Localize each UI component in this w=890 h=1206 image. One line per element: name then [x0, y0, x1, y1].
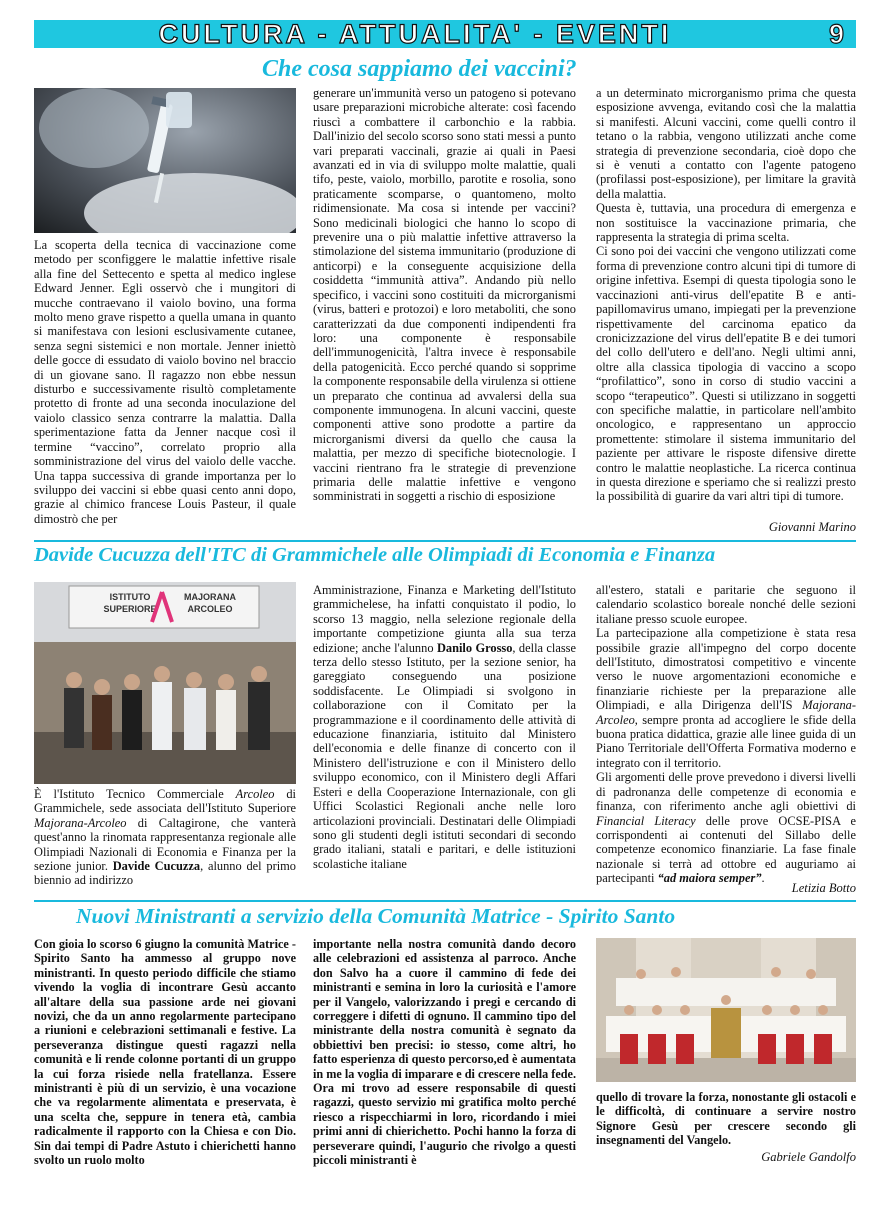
text-run: Amministrazione, Finanza e Marketing dell'Istituto grammichelese, ha infatti conquistato il podio, lo scorso 13 maggio, nella selezione regionale della importante competizione giunta alla sua terza edizione; anche l'alunno — [313, 583, 576, 655]
text-run-bold: Danilo Grosso — [436, 640, 513, 655]
vaccine-photo-illustration — [34, 88, 296, 233]
text-run: . — [761, 871, 765, 886]
article-2-column-2 — [313, 583, 576, 871]
school-group-photo — [34, 582, 296, 784]
school-group-illustration — [34, 582, 296, 784]
text-run: , sempre pronta ad accogliere le sfide della buona pratica didattica, grazie alle linee guida di un Piano Territoriale dell'Offerta Formativa moderno e integrato con il territorio. — [596, 712, 856, 770]
text-run: di Grammichele, sede associata dell'Istituto Superiore — [34, 787, 296, 816]
article-3-column-2 — [313, 937, 576, 1168]
text-run: di Caltagirone, che vanterà quest'anno la rinomata rappresentanza regionale alle Olimpiadi Nazionali di Economia e Finanza per la sezione junior. — [34, 815, 296, 874]
text-run-italic: Majorana-Arcoleo — [34, 815, 127, 830]
article-3-column-1 — [34, 937, 296, 1168]
article-2-col3-para1: all'estero, statali e paritarie che seguono il calendario scolastico boreale nonché delle sezioni italiane presso scuole europee. — [596, 583, 856, 626]
text-run: , della classe terza dello stesso Istituto, per la sezione senior, ha gareggiato conseguendo una posizione soddisfacente. Le Olimpiadi si svolgono in collaborazione con il Comitato per la programmazione e il coordinamento delle attività di educazione finanziaria, istituito dal Ministero dell'economia e delle finanze di concerto con il Ministero dell'istruzione e con il Ministero dello sviluppo economico, con il Ministero degli Affari Esteri e della Cooperazione Internazionale, con gli Uffici Scolastici Regionali anche nelle loro articolazioni provinciali. Destinatari delle Olimpiadi sono gli studenti degli istituti secondari di secondo grado italiani, statali e paritari, e delle istituzioni scolastiche italiane — [313, 640, 576, 871]
text-run-bold-italic: “ad maiora semper” — [657, 871, 762, 886]
article-1-column-1 — [34, 238, 296, 526]
article-2-col3-para3 — [596, 770, 856, 885]
text-run-italic: Financial Literacy — [596, 813, 696, 828]
divider-1 — [34, 540, 856, 542]
vaccine-syringe-photo — [34, 88, 296, 233]
article-3-column-3 — [596, 1090, 856, 1148]
article-1-signature: Giovanni Marino — [768, 520, 856, 534]
sign-line-3: MAJORANA — [183, 592, 237, 602]
article-1-title: Che cosa sappiamo dei vaccini? — [262, 56, 577, 82]
section-header-bar — [34, 20, 856, 48]
article-2-col3-para2 — [596, 626, 856, 770]
text-run-bold: Davide Cucuzza — [112, 859, 201, 874]
page-number: 9 — [828, 19, 844, 49]
article-3-col3-text: quello di trovare la forza, nonostante gli ostacoli e le difficoltà, di continuare a servire nostro Signore Gesù per crescere secondo gli insegnamenti del Vangelo. — [596, 1090, 856, 1148]
text-run-italic: Arcoleo — [235, 787, 275, 801]
article-2-signature: Letizia Botto — [791, 881, 856, 895]
article-1-column-2 — [313, 86, 576, 504]
article-1-col2-text: generare un'immunità verso un patogeno si potevano usare preparazioni microbiche alterate: così facendo riuscì a combattere il carbonchio e la rabbia. Dall'inizio del secolo scorso sono stati messi a punto vari preparati vaccinali, grazie ai quali in Paesi avanzati ed in via di sviluppo molte malattie, quali tifo, peste, vaiolo, morbillo, parotite e rosolia, sono praticamente scomparse, o quantomeno, molto ridimensionate. Ma cosa si intende per vaccini? Sono medicinali biologici che hanno lo scopo di prevenire una o più malattie infettive attraverso la stimolazione del sistema immunitario (produzione di anticorpi) e la conseguente acquisizione della cosiddetta “immunità attiva”. Andando più nello specifico, i vaccini sono costituiti da microrganismi (virus, batteri e protozoi) e loro metaboliti, che sono caratterizzati da due componenti indipendenti fra loro: una componente è responsabile dell'immunogenicità, l'altra invece è responsabile della patogenicità. Ecco perché quando si sopprime la componente responsabile della virulenza si ottiene un preparato che continua ad avvalersi della sua componente immunogena. In alcuni vaccini, queste componenti attive sono prodotte a partire da microrganismi diversi da quello che causa la malattia, per mezzo di specifiche biotecnologie. I vaccini rientrano fra le strategie di prevenzione primaria delle malattie infettive e vengono somministrati in soggetti a rischio di esposizione — [313, 86, 576, 504]
article-3-title: Nuovi Ministranti a servizio della Comunità Matrice - Spirito Santo — [76, 904, 676, 928]
text-run: È l'Istituto Tecnico Commerciale — [34, 787, 236, 801]
article-1-col1-text: La scoperta della tecnica di vaccinazione come metodo per sconfiggere le malattie infettive risale alla fine del Settecento e spetta al medico inglese Edward Jenner. Egli osservò che i mungitori di mucche contraevano il vaiolo bovino, una forma molto meno grave rispetto a quella umana in quanto si manifestava con lesioni esclusivamente cutanee, senza segni sistemici e non mortale. Jenner iniettò delle gocce di essudato di vaiolo bovino nel braccio di un giovane sano. Il ragazzo non ebbe nessun disturbo e successivamente risultò completamente protetto di fronte ad una seconda inoculazione del vaiolo classico senza contrarre la malattia. Dalla sperimentazione fatta da Jenner nacque così il termine “vaccino”, correlato proprio alla somministrazione del virus del vaiolo delle vacche. Una tappa successiva di grande importanza per lo sviluppo dei vaccini si ebbe quasi cento anni dopo, grazie al chimico francese Louis Pasteur, il quale dimostrò che per — [34, 238, 296, 526]
section-title: CULTURA - ATTUALITA' - EVENTI — [158, 19, 672, 49]
article-3-signature: Gabriele Gandolfo — [761, 1150, 856, 1164]
article-1-col3-para2: Questa è, tuttavia, una procedura di emergenza e non sostituisce la vaccinazione primaria, che rappresenta la strategia di prima scelta. — [596, 201, 856, 245]
divider-2 — [34, 900, 856, 902]
article-3-col1-text: Con gioia lo scorso 6 giugno la comunità Matrice - Spirito Santo ha ammesso al gruppo nove ministranti. In questo periodo difficile che stiamo vivendo la voglia di incontrare Gesù accanto all'altare della sua passione arde nei giovani novizi, che da un anno regolarmente partecipano a riunioni e celebrazioni settimanali e festive. La perseveranza distingue questi ragazzi nella comunità e li rende colonne portanti di un gruppo la cui forza risiede nella fratellanza. Essere ministranti è più di un servizio, è una vocazione che va regolarmente alimentata e preservata, è una scelta che, seppure in tenera età, cambia radicalmente il rapporto con la Chiesa e con Dio. Sin dai tempi di Padre Astuto i chierichetti hanno svolto un ruolo molto — [34, 937, 296, 1168]
text-run: delle prove OCSE-PISA e corrispondenti ai contenuti del Sillabo delle competenze economico finanziarie. La fase finale nazionale si terrà ad ottobre ed auguriamo ai partecipanti — [596, 813, 856, 886]
article-2-col1-text — [34, 787, 296, 888]
article-2-title: Davide Cucuzza dell'ITC di Grammichele alle Olimpiadi di Economia e Finanza — [34, 544, 716, 566]
article-2-col2-text — [313, 583, 576, 871]
article-3-col2-text: importante nella nostra comunità dando decoro alle celebrazioni ed assistenza al parroco. Anche don Salvo ha a cuore il cammino di fede dei ministranti e semina in loro la curiosità e l'amore per il Vangelo, valorizzando i pregi e cercando di correggere i difetti di ognuno. Il cammino tipo del ministrante della nostra comunità è segnato da obbiettivi ben precisi: io stesso, come altri, ho fatto esperienza di questo percorso,ed è aumentata in me la voglia di imparare e di crescere nella fede. Ora mi trovo ad essere responsabile di questi ragazzi, questo servizio mi gratifica molto perché riesco a rispecchiarmi in loro, ricordando i miei primi anni di chierichetto. Pochi hanno la forza di perseverare quindi, l'augurio che rivolgo a questi piccoli ministranti è — [313, 937, 576, 1168]
text-run: , alunno del primo biennio ad indirizzo — [34, 859, 296, 888]
article-2-column-3 — [596, 583, 856, 886]
article-2-column-1 — [34, 787, 296, 888]
text-run: La partecipazione alla competizione è stata resa possibile grazie all'impegno del corpo docente dell'Istituto, dimostratosi competitivo e vincente verso le nuove argomentazioni economiche e finanziarie richieste per la preparazione alle Olimpiadi, e alla Dirigenza dell'IS — [596, 626, 856, 713]
text-run-italic: Majorana-Arcoleo — [596, 698, 856, 727]
article-1-col3-para3: Ci sono poi dei vaccini che vengono utilizzati come forma di prevenzione contro alcuni tipi di tumore di origine infettiva. Esempi di questa tipologia sono le vaccinazioni anti-virus dell'epatite B e anti-papillomavirus umano, impiegati per la prevenzione rispettivamente del carcinoma epatico da cronicizzazione del virus dell'epatite B e dei tumori del collo dell'utero e dell'ano. Negli ultimi anni, oltre alla classica tipologia di vaccino a scopo “profilattico”, sono in corso di studio vaccini a scopo “terapeutico”. Questi si utilizzano in soggetti con specifiche malattie, in particolare nell'ambito oncologico, e rappresentano un approccio promettente: stimolare il sistema immunitario del paziente per attivare le risposte difensive dirette contro le malattie neoplastiche. La ricerca continua in questa direzione e speriamo che si realizzi presto la possibilità di guarire da vari altri tipi di tumore. — [596, 244, 856, 504]
article-1-col3-para1: a un determinato microrganismo prima che questa esposizione avvenga, evitando così che la malattia si manifesti. Alcuni vaccini, come quelli contro il tetano o la rabbia, vengono utilizzati anche come strategia di prevenzione secondaria, cioè dopo che si è venuti a contatto con l'agente patogeno (profilassi post-esposizione), per limitare la gravità della malattia. — [596, 86, 856, 201]
text-run: Gli argomenti delle prove prevedono i diversi livelli di padronanza delle competenze di economia e finanza, con riferimento anche agli obiettivi di — [596, 770, 856, 814]
ministranti-photo-illustration — [596, 938, 856, 1082]
sign-line-2: SUPERIORE — [103, 604, 157, 614]
ministranti-group-photo — [596, 938, 856, 1082]
article-1-column-3 — [596, 86, 856, 504]
sign-line-1: ISTITUTO — [109, 592, 151, 602]
sign-line-4: ARCOLEO — [187, 604, 233, 614]
